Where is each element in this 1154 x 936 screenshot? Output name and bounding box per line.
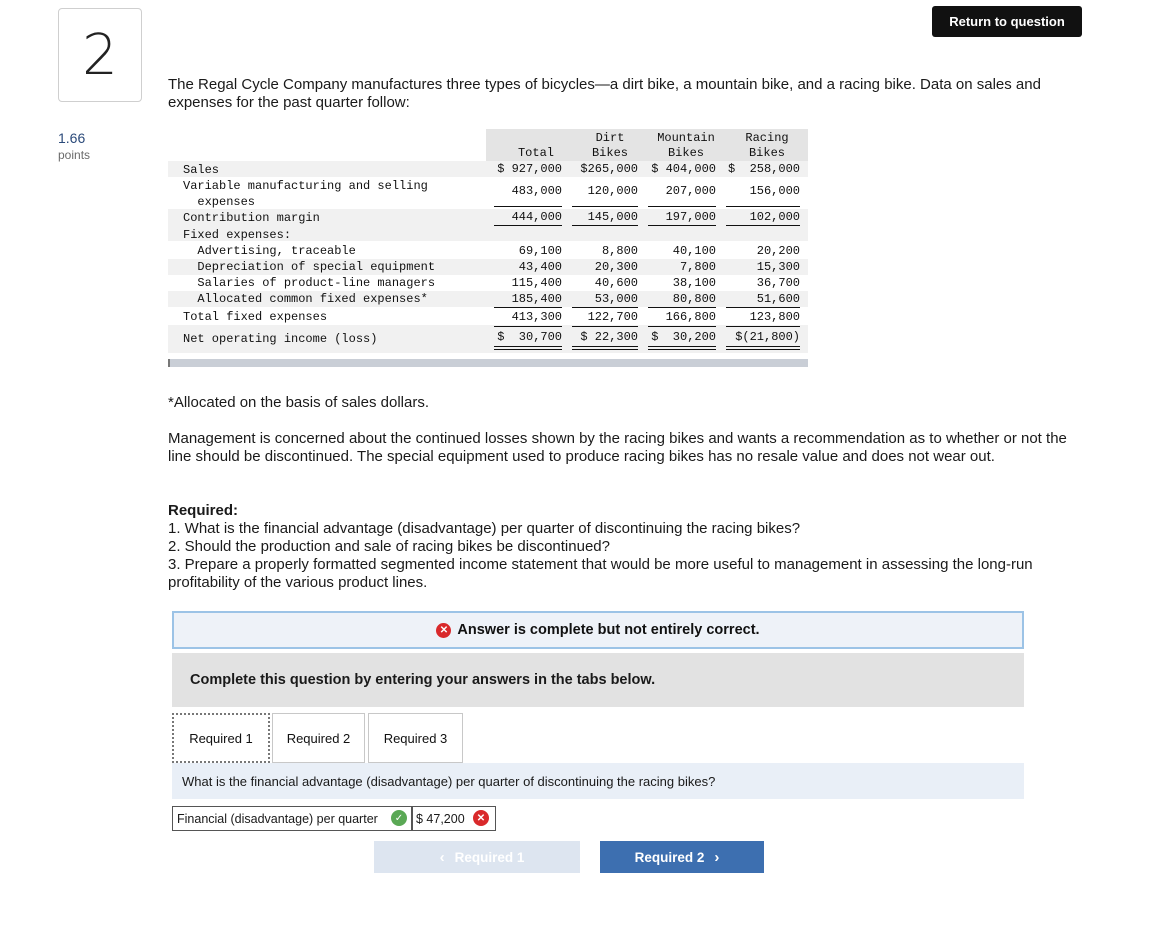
instructions-text: Complete this question by entering your answers in the tabs below. xyxy=(190,672,656,688)
double-underline xyxy=(648,346,716,347)
allocated-total: 185,400 xyxy=(511,292,562,306)
required-item-2: 2. Should the production and sale of racing bikes be discontinued? xyxy=(168,538,610,555)
underline xyxy=(726,307,800,308)
tab-label: Required 3 xyxy=(383,730,448,746)
advertising-dirt: 8,800 xyxy=(601,244,638,258)
row-label-variable-cont: expenses xyxy=(183,195,256,209)
total-fixed-total: 413,300 xyxy=(511,310,562,324)
advertising-total: 69,100 xyxy=(518,244,562,258)
row-label-depreciation: Depreciation of special equipment xyxy=(183,260,436,274)
double-underline xyxy=(648,349,716,350)
row-label-noi: Net operating income (loss) xyxy=(183,332,378,346)
allocated-mountain: 80,800 xyxy=(672,292,716,306)
underline xyxy=(494,326,562,327)
next-required-button[interactable] xyxy=(600,841,764,873)
answer-status-text: Answer is complete but not entirely correct. xyxy=(457,622,760,638)
table-scroll-bar xyxy=(168,359,808,367)
depreciation-racing: 15,300 xyxy=(756,260,800,274)
depreciation-mountain: 7,800 xyxy=(679,260,716,274)
row-label-salaries: Salaries of product-line managers xyxy=(183,276,436,290)
prev-label: Required 1 xyxy=(454,849,525,865)
salaries-racing: 36,700 xyxy=(756,276,800,290)
answer-label: Financial (disadvantage) per quarter xyxy=(172,806,412,831)
cm-racing: 102,000 xyxy=(749,210,800,224)
required-item-1: 1. What is the financial advantage (disadvantage) per quarter of discontinuing the racing bikes? xyxy=(168,520,801,537)
chevron-left-icon: ‹ xyxy=(439,848,445,866)
tab-question-band xyxy=(172,763,1024,799)
total-fixed-racing: 123,800 xyxy=(749,310,800,324)
header-total: Total xyxy=(517,146,554,160)
answer-input[interactable]: $ 47,200 xyxy=(412,806,496,831)
sales-total: $ 927,000 xyxy=(497,162,562,176)
row-label-total-fixed: Total fixed expenses xyxy=(183,310,328,324)
allocated-racing: 51,600 xyxy=(756,292,800,306)
underline xyxy=(494,225,562,226)
variable-mountain: 207,000 xyxy=(665,184,716,198)
income-statement-table xyxy=(168,129,808,367)
header-dirt: Dirt xyxy=(595,131,625,145)
double-underline xyxy=(726,346,800,347)
underline xyxy=(572,206,638,207)
chevron-right-icon: › xyxy=(714,848,720,866)
check-circle-icon: ✓ xyxy=(391,810,407,826)
cm-mountain: 197,000 xyxy=(665,210,716,224)
next-label: Required 2 xyxy=(634,849,705,865)
noi-dirt: $ 22,300 xyxy=(580,330,638,344)
cm-total: 444,000 xyxy=(511,210,562,224)
underline xyxy=(572,225,638,226)
variable-dirt: 120,000 xyxy=(587,184,638,198)
question-number-box xyxy=(58,8,142,102)
variable-total: 483,000 xyxy=(511,184,562,198)
underline xyxy=(648,225,716,226)
tab-question-text: What is the financial advantage (disadvantage) per quarter of discontinuing the racing bikes? xyxy=(182,773,716,789)
sales-racing: $ 258,000 xyxy=(727,162,800,176)
double-underline xyxy=(726,349,800,350)
points-label: points xyxy=(58,148,91,162)
x-circle-icon: ✕ xyxy=(436,623,451,638)
underline xyxy=(726,326,800,327)
variable-racing: 156,000 xyxy=(749,184,800,198)
row-label-sales: Sales xyxy=(183,163,220,177)
advertising-racing: 20,200 xyxy=(756,244,800,258)
underline xyxy=(726,206,800,207)
row-label-variable: Variable manufacturing and selling xyxy=(183,179,428,193)
depreciation-dirt: 20,300 xyxy=(594,260,638,274)
allocated-dirt: 53,000 xyxy=(594,292,638,306)
instructions-banner xyxy=(172,653,1024,707)
tab-label: Required 1 xyxy=(189,730,253,746)
cm-dirt: 145,000 xyxy=(587,210,638,224)
answer-status-banner xyxy=(172,611,1024,649)
salaries-total: 115,400 xyxy=(511,276,562,290)
noi-racing: $(21,800) xyxy=(735,330,800,344)
header-mountain-bikes: Bikes xyxy=(667,146,704,160)
sales-mountain: $ 404,000 xyxy=(651,162,716,176)
double-underline xyxy=(494,346,562,347)
double-underline xyxy=(494,349,562,350)
salaries-dirt: 40,600 xyxy=(594,276,638,290)
underline xyxy=(648,206,716,207)
header-dirt-bikes: Bikes xyxy=(591,146,628,160)
double-underline xyxy=(572,346,638,347)
underline xyxy=(726,225,800,226)
header-mountain: Mountain xyxy=(657,131,715,145)
points-value: 1.66 xyxy=(58,130,86,146)
return-to-question-button[interactable]: Return to question xyxy=(932,6,1082,37)
row-label-allocated: Allocated common fixed expenses* xyxy=(183,292,428,306)
noi-total: $ 30,700 xyxy=(497,330,562,344)
row-label-cm: Contribution margin xyxy=(183,211,320,225)
intro-text: The Regal Cycle Company manufactures three types of bicycles—a dirt bike, a mountain bike, and a racing bike. Data on sales and expenses for the past quarter follow: xyxy=(168,76,1041,111)
x-circle-icon: ✕ xyxy=(473,810,489,826)
question-number: 2 xyxy=(82,22,118,88)
row-label-fixed: Fixed expenses: xyxy=(183,228,292,242)
footnote: *Allocated on the basis of sales dollars. xyxy=(168,394,429,411)
tab-required-1[interactable] xyxy=(172,713,270,763)
tab-required-2[interactable] xyxy=(272,713,365,763)
underline xyxy=(648,307,716,308)
salaries-mountain: 38,100 xyxy=(672,276,716,290)
management-text: Management is concerned about the continued losses shown by the racing bikes and wants a recommendation as to whether or not the line should be discontinued. The special equipment used to produce racing bikes has no resale value and does not wear out. xyxy=(168,430,1067,465)
underline xyxy=(572,326,638,327)
prev-required-button[interactable] xyxy=(374,841,580,873)
header-racing: Racing xyxy=(745,131,789,145)
sales-dirt: $265,000 xyxy=(580,162,638,176)
tab-required-3[interactable] xyxy=(368,713,463,763)
depreciation-total: 43,400 xyxy=(518,260,562,274)
total-fixed-mountain: 166,800 xyxy=(665,310,716,324)
required-title: Required: xyxy=(168,502,239,519)
double-underline xyxy=(572,349,638,350)
required-item-3: 3. Prepare a properly formatted segmented income statement that would be more useful to management in assessing the long-run profitability of the various product lines. xyxy=(168,556,1033,591)
row-label-advertising: Advertising, traceable xyxy=(183,244,356,258)
underline xyxy=(494,206,562,207)
noi-mountain: $ 30,200 xyxy=(651,330,716,344)
underline xyxy=(494,307,562,308)
advertising-mountain: 40,100 xyxy=(672,244,716,258)
tab-label: Required 2 xyxy=(286,730,351,746)
underline xyxy=(648,326,716,327)
underline xyxy=(572,307,638,308)
header-racing-bikes: Bikes xyxy=(748,146,785,160)
total-fixed-dirt: 122,700 xyxy=(587,310,638,324)
